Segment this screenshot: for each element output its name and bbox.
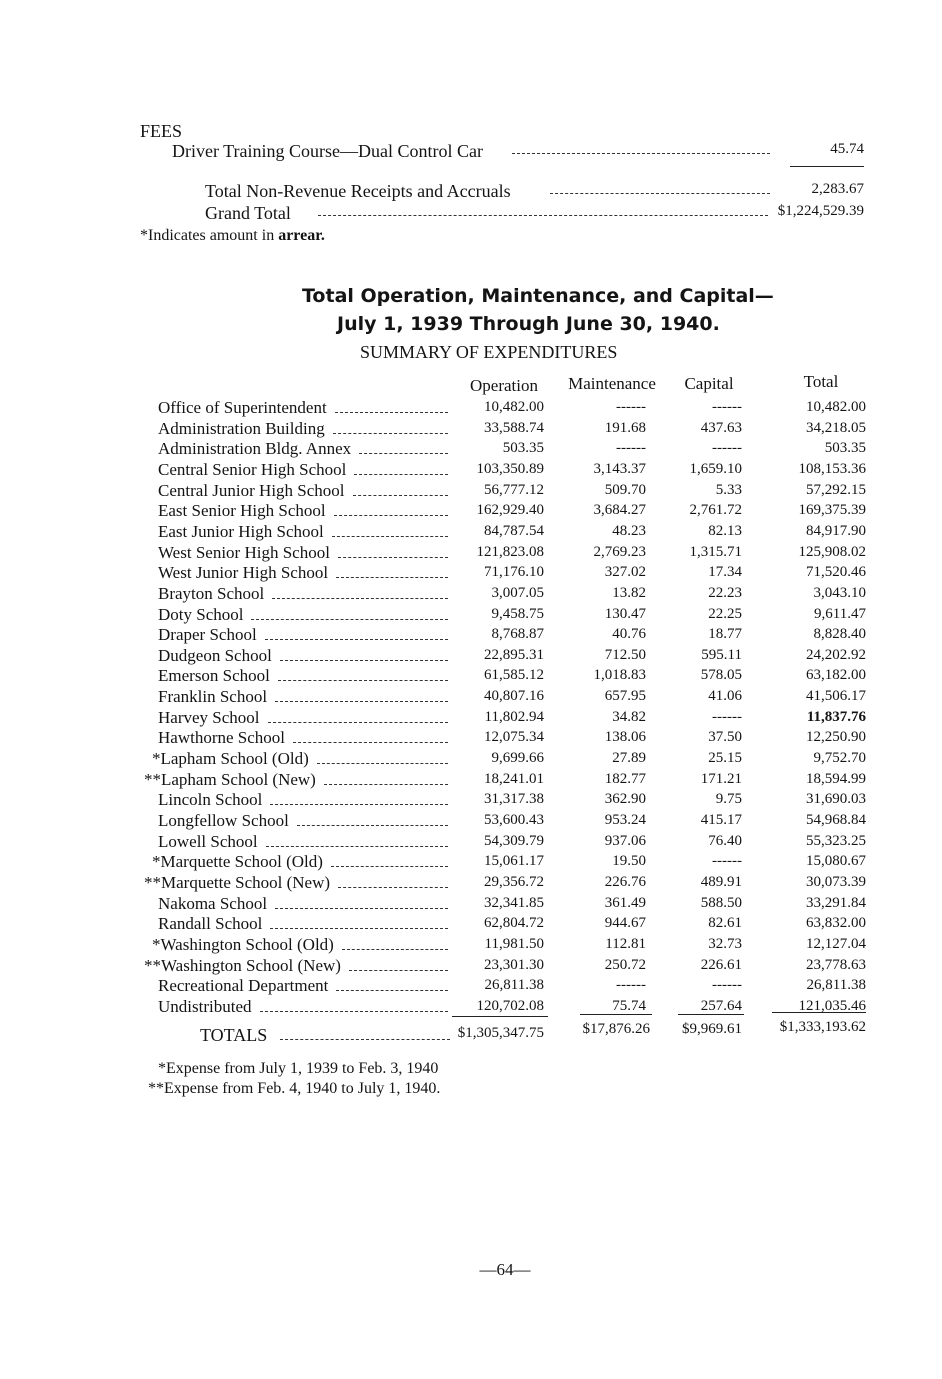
- row-label: *Lapham School (Old): [152, 749, 309, 768]
- cell-capital: 2,761.72: [689, 502, 742, 518]
- leader-dashes: [336, 990, 448, 991]
- totals-rule-maintenance: [580, 1014, 652, 1015]
- cell-operation: 22,895.31: [484, 647, 544, 663]
- cell-capital: 595.11: [701, 647, 742, 663]
- driver-training-amount: 45.74: [830, 141, 864, 157]
- cell-capital: 5.33: [715, 482, 742, 498]
- cell-maintenance: 1,018.83: [593, 667, 646, 683]
- cell-total: 30,073.39: [806, 874, 866, 890]
- leader-dashes: [317, 763, 448, 764]
- leader-dashes: [268, 722, 448, 723]
- row-label: **Washington School (New): [144, 956, 341, 975]
- cell-operation: 40,807.16: [484, 688, 544, 704]
- cell-maintenance: 327.02: [604, 564, 646, 580]
- leader-dashes: [280, 1039, 450, 1040]
- leader-dashes: [275, 908, 448, 909]
- row-label: Lincoln School: [158, 790, 263, 809]
- row-label: Undistributed: [158, 997, 252, 1016]
- cell-total: 71,520.46: [806, 564, 866, 580]
- cell-maintenance: ------: [616, 399, 646, 415]
- row-label: Franklin School: [158, 687, 268, 706]
- row-label: *Marquette School (Old): [152, 852, 323, 871]
- cell-operation: 121,823.08: [476, 544, 544, 560]
- row-label: Draper School: [158, 625, 257, 644]
- leader-dashes: [512, 153, 770, 154]
- cell-operation: 29,356.72: [484, 874, 544, 890]
- cell-maintenance: 130.47: [604, 606, 646, 622]
- cell-total: 24,202.92: [806, 647, 866, 663]
- cell-total: 23,778.63: [806, 957, 866, 973]
- row-label: Administration Building: [158, 419, 325, 438]
- row-label: Longfellow School: [158, 811, 289, 830]
- cell-operation: 23,301.30: [484, 957, 544, 973]
- cell-capital: 41.06: [708, 688, 742, 704]
- cell-operation: 62,804.72: [484, 915, 544, 931]
- cell-maintenance: 13.82: [612, 585, 646, 601]
- totals-label: TOTALS: [200, 1025, 268, 1045]
- page-title-line1: Total Operation, Maintenance, and Capital—: [302, 285, 774, 307]
- cell-capital: 22.25: [708, 606, 742, 622]
- cell-capital: 171.21: [700, 771, 742, 787]
- totals-rule-total: [772, 1012, 866, 1013]
- row-label: Central Senior High School: [158, 460, 347, 479]
- cell-total: 8,828.40: [813, 626, 866, 642]
- totals-capital: $9,969.61: [682, 1021, 742, 1037]
- cell-capital: 82.61: [708, 915, 742, 931]
- cell-total: 15,080.67: [806, 853, 866, 869]
- cell-maintenance: 182.77: [604, 771, 646, 787]
- row-label: Lowell School: [158, 832, 258, 851]
- row-label: Brayton School: [158, 584, 265, 603]
- cell-operation: 32,341.85: [484, 895, 544, 911]
- non-revenue-label: Total Non-Revenue Receipts and Accruals: [205, 181, 511, 201]
- cell-capital: ------: [712, 977, 742, 993]
- footnote-new: **Expense from Feb. 4, 1940 to July 1, 1940.: [148, 1080, 441, 1097]
- cell-operation: 120,702.08: [476, 998, 544, 1014]
- column-header-maintenance: Maintenance: [568, 374, 656, 393]
- totals-rule-operation: [452, 1016, 548, 1017]
- leader-dashes: [293, 742, 448, 743]
- cell-operation: 9,458.75: [491, 606, 544, 622]
- cell-maintenance: 362.90: [604, 791, 646, 807]
- cell-total: 169,375.39: [798, 502, 866, 518]
- cell-maintenance: 712.50: [604, 647, 646, 663]
- cell-total: 63,832.00: [806, 915, 866, 931]
- leader-dashes: [334, 515, 448, 516]
- cell-capital: 415.17: [700, 812, 742, 828]
- fees-heading: FEES: [140, 121, 183, 141]
- cell-total: 3,043.10: [813, 585, 866, 601]
- leader-dashes: [342, 949, 448, 950]
- cell-total: 11,837.76: [806, 709, 866, 725]
- cell-total: 12,127.04: [806, 936, 866, 952]
- non-revenue-amount: 2,283.67: [811, 181, 864, 197]
- row-label: **Marquette School (New): [144, 873, 331, 892]
- page-title-line2: July 1, 1939 Through June 30, 1940.: [337, 313, 720, 335]
- leader-dashes: [338, 887, 448, 888]
- cell-capital: 76.40: [708, 833, 742, 849]
- summary-subtitle: SUMMARY OF EXPENDITURES: [360, 342, 618, 362]
- cell-total: 12,250.90: [806, 729, 866, 745]
- cell-capital: ------: [712, 709, 742, 725]
- column-header-total: Total: [803, 372, 839, 391]
- cell-total: 33,291.84: [806, 895, 866, 911]
- cell-operation: 11,802.94: [484, 709, 544, 725]
- leader-dashes: [331, 866, 448, 867]
- leader-dashes: [354, 474, 448, 475]
- cell-maintenance: 34.82: [612, 709, 646, 725]
- cell-maintenance: 953.24: [604, 812, 646, 828]
- leader-dashes: [338, 557, 448, 558]
- leader-dashes: [272, 598, 448, 599]
- row-label: East Junior High School: [158, 522, 324, 541]
- leader-dashes: [260, 1011, 448, 1012]
- cell-maintenance: 944.67: [604, 915, 646, 931]
- cell-total: 18,594.99: [806, 771, 866, 787]
- cell-total: 34,218.05: [806, 420, 866, 436]
- cell-operation: 33,588.74: [484, 420, 544, 436]
- cell-total: 108,153.36: [798, 461, 866, 477]
- cell-operation: 71,176.10: [484, 564, 544, 580]
- leader-dashes: [266, 846, 448, 847]
- cell-operation: 9,699.66: [491, 750, 544, 766]
- cell-capital: ------: [712, 399, 742, 415]
- totals-rule-capital: [678, 1014, 744, 1015]
- cell-maintenance: 112.81: [605, 936, 646, 952]
- row-label: West Senior High School: [158, 543, 330, 562]
- cell-maintenance: 937.06: [604, 833, 646, 849]
- cell-total: 503.35: [824, 440, 866, 456]
- row-label: Office of Superintendent: [158, 398, 327, 417]
- cell-capital: ------: [712, 440, 742, 456]
- leader-dashes: [265, 639, 448, 640]
- cell-capital: 226.61: [700, 957, 742, 973]
- cell-operation: 103,350.89: [476, 461, 544, 477]
- cell-maintenance: 361.49: [604, 895, 646, 911]
- row-label: **Lapham School (New): [144, 770, 316, 789]
- leader-dashes: [349, 970, 448, 971]
- cell-operation: 15,061.17: [484, 853, 544, 869]
- leader-dashes: [550, 193, 770, 194]
- cell-total: 54,968.84: [806, 812, 866, 828]
- sum-rule: [790, 166, 864, 167]
- row-label: Randall School: [158, 914, 263, 933]
- row-label: *Washington School (Old): [152, 935, 334, 954]
- cell-total: 31,690.03: [806, 791, 866, 807]
- arrear-note-emphasis: arrear.: [278, 227, 325, 244]
- cell-capital: 588.50: [700, 895, 742, 911]
- leader-dashes: [333, 433, 448, 434]
- cell-total: 9,611.47: [814, 606, 866, 622]
- cell-total: 84,917.90: [806, 523, 866, 539]
- cell-maintenance: 48.23: [612, 523, 646, 539]
- cell-maintenance: 191.68: [604, 420, 646, 436]
- cell-operation: 84,787.54: [484, 523, 544, 539]
- cell-capital: 1,659.10: [689, 461, 742, 477]
- cell-operation: 56,777.12: [484, 482, 544, 498]
- leader-dashes: [280, 660, 448, 661]
- cell-capital: 32.73: [708, 936, 742, 952]
- leader-dashes: [335, 412, 448, 413]
- cell-operation: 162,929.40: [476, 502, 544, 518]
- cell-capital: 22.23: [708, 585, 742, 601]
- driver-training-label: Driver Training Course—Dual Control Car: [172, 141, 483, 161]
- cell-operation: 31,317.38: [484, 791, 544, 807]
- cell-total: 41,506.17: [806, 688, 866, 704]
- cell-capital: 82.13: [708, 523, 742, 539]
- leader-dashes: [297, 825, 448, 826]
- totals-maintenance: $17,876.26: [582, 1021, 650, 1037]
- cell-operation: 8,768.87: [491, 626, 544, 642]
- cell-capital: 9.75: [715, 791, 742, 807]
- leader-dashes: [270, 804, 448, 805]
- leader-dashes: [332, 536, 448, 537]
- cell-total: 55,323.25: [806, 833, 866, 849]
- cell-capital: 437.63: [700, 420, 742, 436]
- cell-operation: 61,585.12: [484, 667, 544, 683]
- leader-dashes: [318, 215, 768, 216]
- cell-operation: 503.35: [502, 440, 544, 456]
- cell-capital: 489.91: [700, 874, 742, 890]
- cell-maintenance: 138.06: [604, 729, 646, 745]
- leader-dashes: [336, 577, 448, 578]
- cell-capital: 257.64: [700, 998, 742, 1014]
- cell-maintenance: ------: [616, 440, 646, 456]
- footnote-old: *Expense from July 1, 1939 to Feb. 3, 1940: [158, 1060, 439, 1077]
- totals-operation: $1,305,347.75: [457, 1025, 544, 1041]
- cell-capital: ------: [712, 853, 742, 869]
- row-label: Nakoma School: [158, 894, 268, 913]
- cell-maintenance: 3,143.37: [593, 461, 646, 477]
- column-header-operation: Operation: [470, 376, 538, 395]
- row-label: Dudgeon School: [158, 646, 272, 665]
- cell-maintenance: 2,769.23: [593, 544, 646, 560]
- leader-dashes: [278, 680, 448, 681]
- cell-operation: 26,811.38: [484, 977, 544, 993]
- leader-dashes: [353, 495, 448, 496]
- totals-total: $1,333,193.62: [779, 1019, 866, 1035]
- cell-capital: 25.15: [708, 750, 742, 766]
- cell-total: 125,908.02: [798, 544, 866, 560]
- column-header-capital: Capital: [684, 374, 734, 393]
- cell-maintenance: 40.76: [612, 626, 646, 642]
- cell-capital: 18.77: [708, 626, 742, 642]
- row-label: Emerson School: [158, 666, 270, 685]
- cell-capital: 578.05: [700, 667, 742, 683]
- cell-maintenance: ------: [616, 977, 646, 993]
- leader-dashes: [275, 701, 448, 702]
- cell-total: 26,811.38: [806, 977, 866, 993]
- cell-capital: 37.50: [708, 729, 742, 745]
- arrear-note-text: *Indicates amount in: [140, 227, 275, 244]
- cell-operation: 53,600.43: [484, 812, 544, 828]
- cell-maintenance: 27.89: [612, 750, 646, 766]
- cell-capital: 17.34: [708, 564, 742, 580]
- row-label: East Senior High School: [158, 501, 326, 520]
- cell-total: 57,292.15: [806, 482, 866, 498]
- cell-total: 121,035.46: [798, 998, 866, 1014]
- cell-maintenance: 250.72: [604, 957, 646, 973]
- cell-maintenance: 509.70: [604, 482, 646, 498]
- cell-total: 9,752.70: [813, 750, 866, 766]
- cell-total: 63,182.00: [806, 667, 866, 683]
- row-label: Administration Bldg. Annex: [158, 439, 352, 458]
- cell-capital: 1,315.71: [689, 544, 742, 560]
- cell-maintenance: 3,684.27: [593, 502, 646, 518]
- leader-dashes: [251, 619, 448, 620]
- cell-maintenance: 19.50: [612, 853, 646, 869]
- row-label: Recreational Department: [158, 976, 329, 995]
- cell-operation: 3,007.05: [491, 585, 544, 601]
- leader-dashes: [324, 784, 448, 785]
- row-label: Hawthorne School: [158, 728, 286, 747]
- row-label: Doty School: [158, 605, 244, 624]
- cell-maintenance: 75.74: [612, 998, 646, 1014]
- row-label: Harvey School: [158, 708, 260, 727]
- cell-maintenance: 657.95: [604, 688, 646, 704]
- grand-total-amount: $1,224,529.39: [777, 203, 864, 219]
- cell-operation: 12,075.34: [484, 729, 544, 745]
- leader-dashes: [359, 453, 448, 454]
- cell-operation: 10,482.00: [484, 399, 544, 415]
- cell-operation: 54,309.79: [484, 833, 544, 849]
- cell-maintenance: 226.76: [604, 874, 646, 890]
- cell-operation: 11,981.50: [484, 936, 544, 952]
- page-number: —64—: [479, 1260, 531, 1279]
- row-label: Central Junior High School: [158, 481, 345, 500]
- row-label: West Junior High School: [158, 563, 329, 582]
- leader-dashes: [270, 928, 448, 929]
- cell-total: 10,482.00: [806, 399, 866, 415]
- cell-operation: 18,241.01: [484, 771, 544, 787]
- grand-total-label: Grand Total: [205, 203, 291, 223]
- arrear-note: [140, 227, 325, 245]
